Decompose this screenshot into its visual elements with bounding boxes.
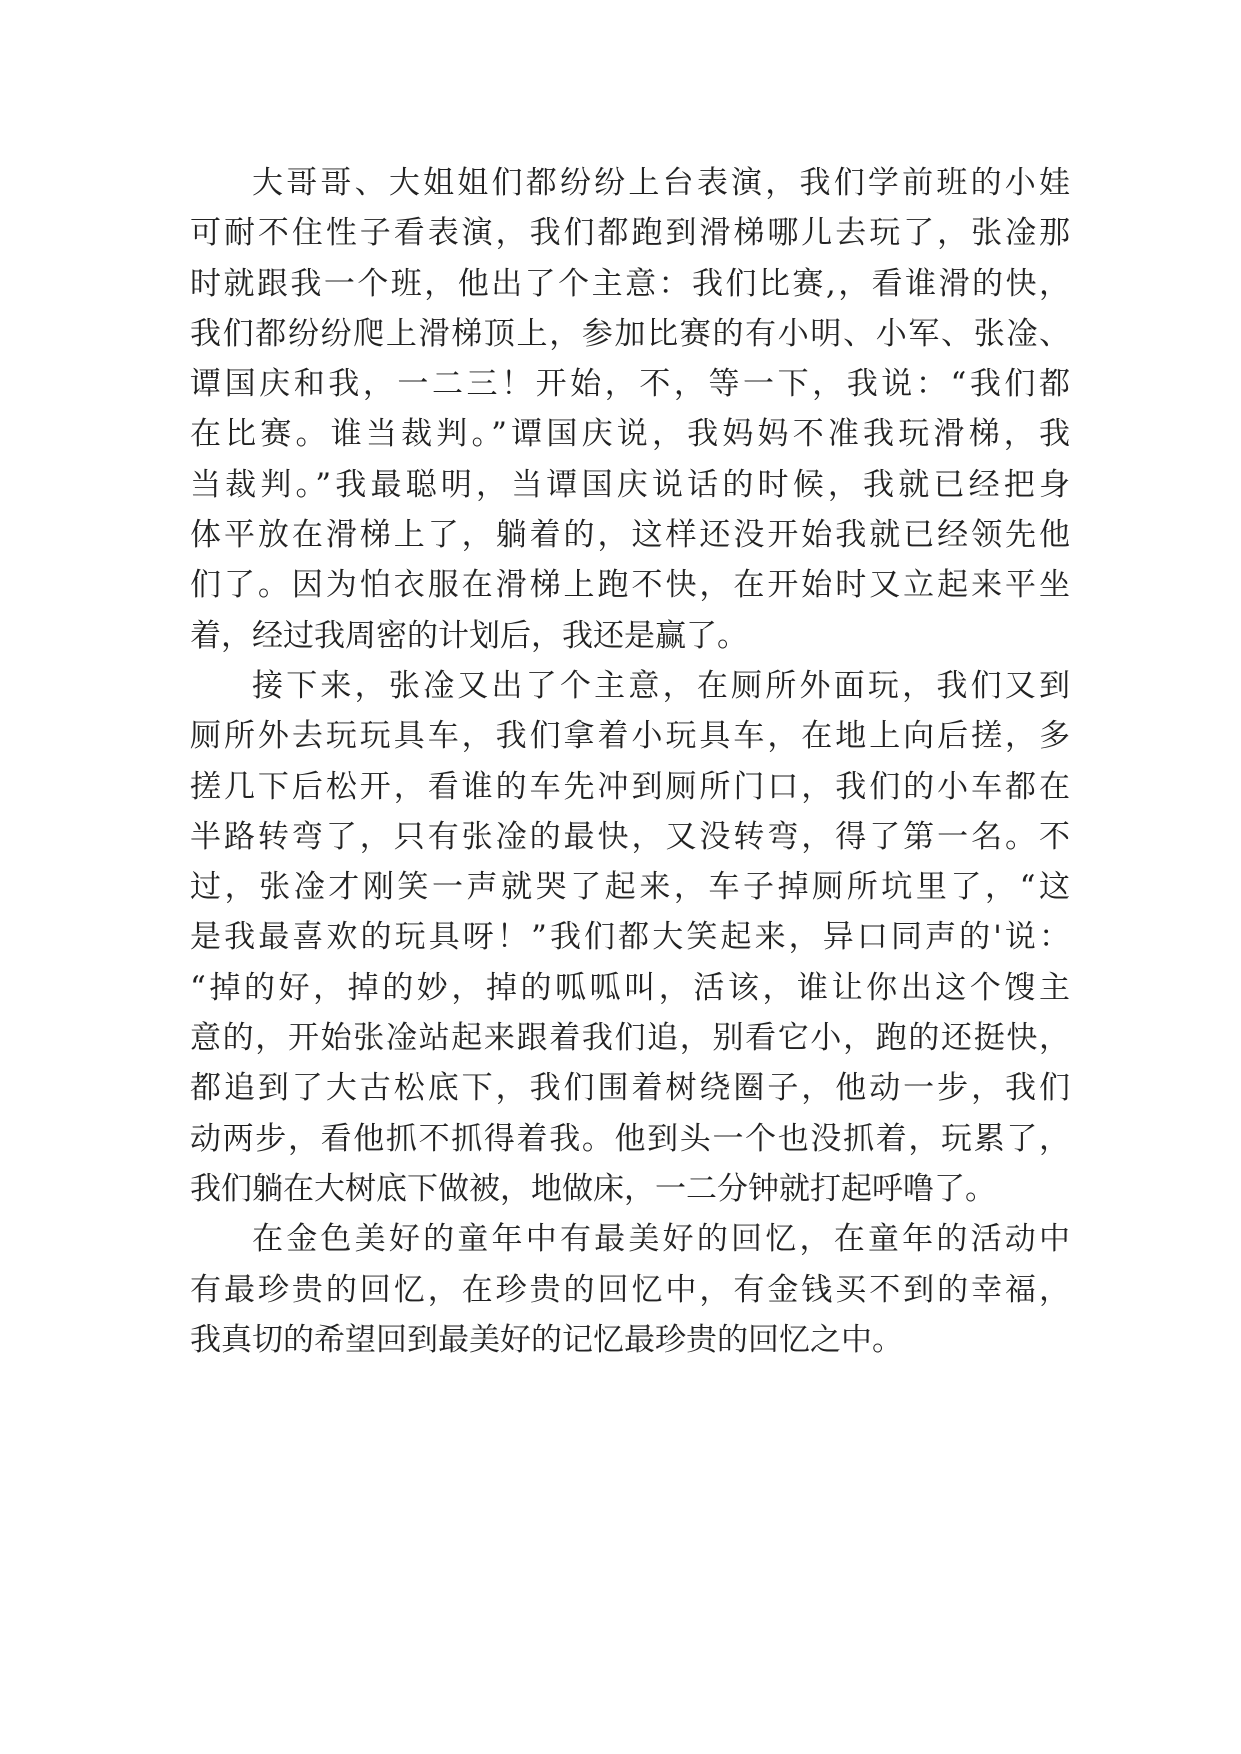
text-line: 搓几下后松开，看谁的车先冲到厕所门口，我们的小车都在	[190, 768, 1070, 805]
text-line: 大哥哥、大姐姐们都纷纷上台表演，我们学前班的小娃	[252, 165, 1070, 201]
text-line: 我们躺在大树底下做被，地做床，一二分钟就打起呼噜了。	[190, 1170, 996, 1207]
text-line: 接下来，张凎又出了个主意，在厕所外面玩，我们又到	[252, 667, 1070, 704]
text-line: 都追到了大古松底下，我们围着树绕圈子，他动一步，我们	[190, 1070, 1070, 1107]
text-line: 在比赛。谁当裁判。”谭国庆说，我妈妈不准我玩滑梯，我	[190, 416, 1070, 453]
paragraph-2	[190, 661, 1070, 1214]
text-line: 我真切的希望回到最美好的记忆最珍贵的回忆之中。	[190, 1321, 903, 1358]
text-line: 时就跟我一个班，他出了个主意：我们比赛,，看谁滑的快，	[190, 265, 1070, 302]
text-line: 在金色美好的童年中有最美好的回忆，在童年的活动中	[252, 1221, 1070, 1258]
body-text	[190, 158, 1070, 1365]
text-line: 着，经过我周密的计划后，我还是赢了。	[190, 617, 748, 654]
text-line: 有最珍贵的回忆，在珍贵的回忆中，有金钱买不到的幸福，	[190, 1271, 1070, 1308]
text-line: 厕所外去玩玩具车，我们拿着小玩具车，在地上向后搓，多	[190, 718, 1070, 755]
text-line: 可耐不住性子看表演，我们都跑到滑梯哪儿去玩了，张凎那	[190, 215, 1070, 252]
text-line: 谭国庆和我，一二三！开始，不，等一下，我说：“我们都	[190, 366, 1070, 403]
text-line: 意的，开始张凎站起来跟着我们追，别看它小，跑的还挺快，	[190, 1020, 1070, 1057]
text-line: 是我最喜欢的玩具呀！”我们都大笑起来，异口同声的'说：	[190, 919, 1070, 956]
text-line: 体平放在滑梯上了，躺着的，这样还没开始我就已经领先他	[190, 517, 1070, 554]
text-line: 动两步，看他抓不抓得着我。他到头一个也没抓着，玩累了，	[190, 1120, 1070, 1157]
text-line: 过，张凎才刚笑一声就哭了起来，车子掉厕所坑里了，“这	[190, 869, 1070, 906]
text-line: 我们都纷纷爬上滑梯顶上，参加比赛的有小明、小军、张凎、	[190, 315, 1070, 352]
text-line: “掉的好，掉的妙，掉的呱呱叫，活该，谁让你出这个馊主	[190, 969, 1070, 1006]
text-line: 半路转弯了，只有张凎的最快，又没转弯，得了第一名。不	[190, 818, 1070, 855]
text-line: 当裁判。”我最聪明，当谭国庆说话的时候，我就已经把身	[190, 466, 1070, 503]
paragraph-1	[190, 158, 1070, 661]
paragraph-3	[190, 1214, 1070, 1365]
text-line: 们了。因为怕衣服在滑梯上跑不快，在开始时又立起来平坐	[190, 567, 1070, 604]
